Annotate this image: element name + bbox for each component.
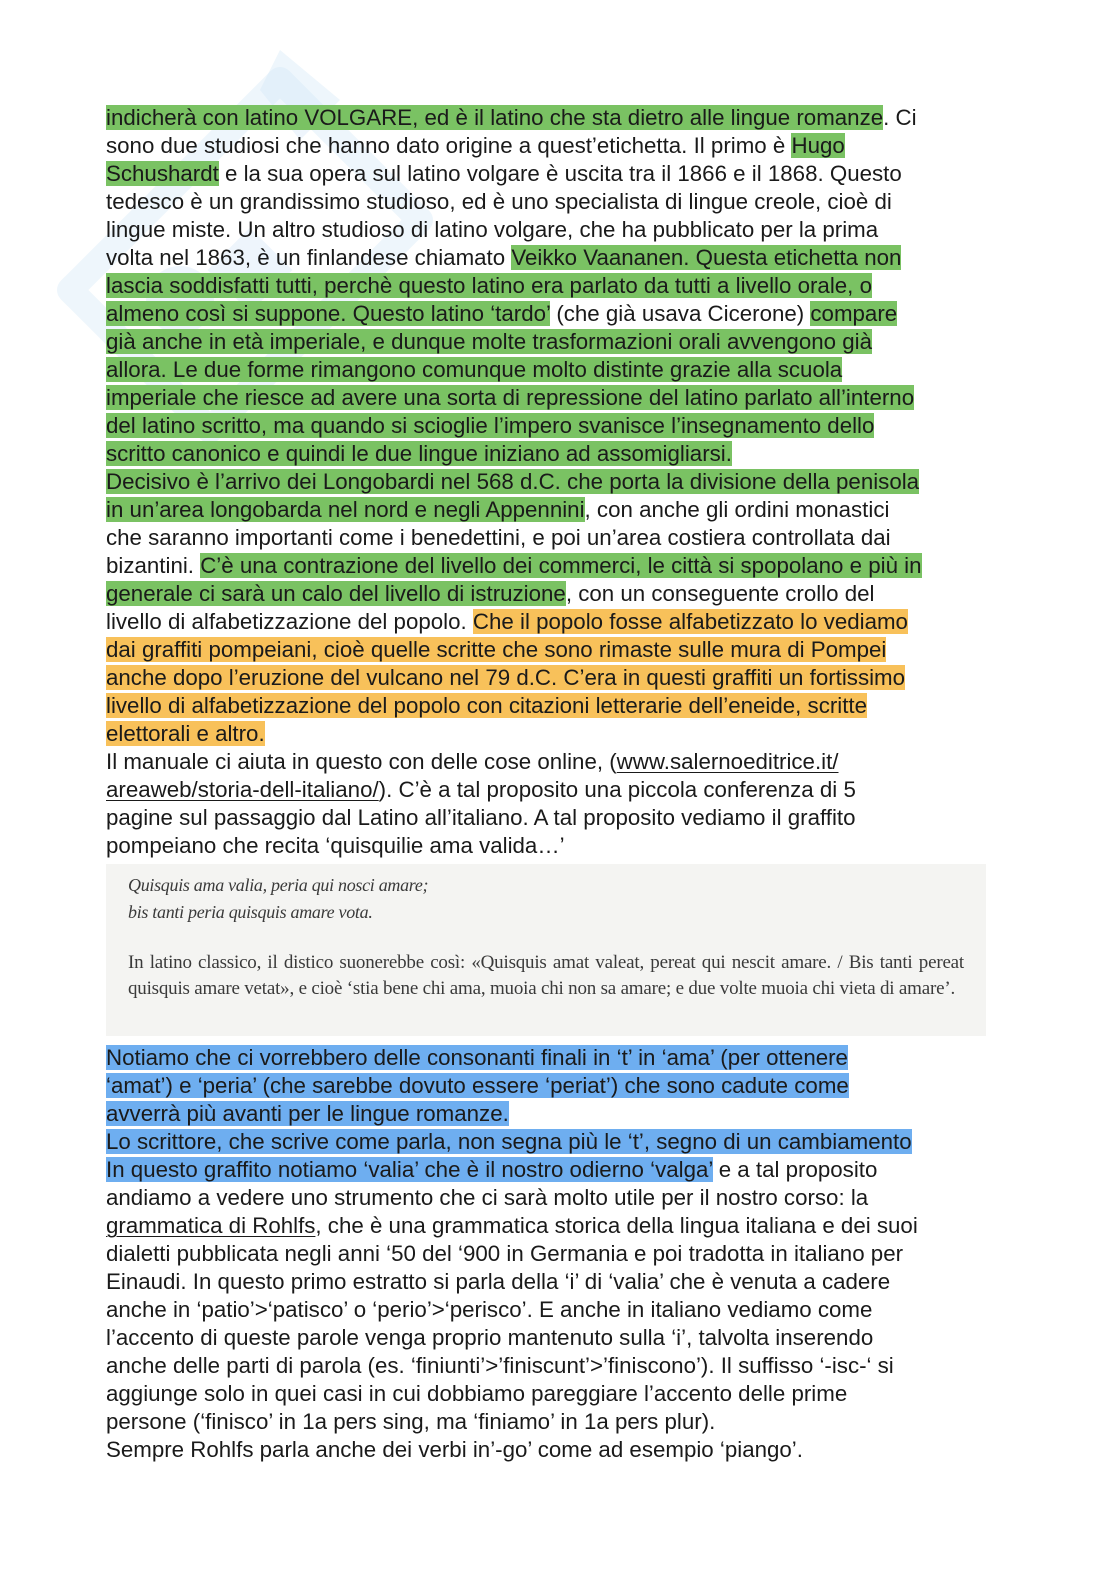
highlight-green: del latino scritto, ma quando si scioglie l’impero svanisce l’insegnamento dello (106, 413, 875, 438)
text-line (106, 1100, 1006, 1128)
highlight-blue: Notiamo che ci vorrebbero delle consonanti finali in ‘t’ in ‘ama’ (per ottenere (106, 1045, 848, 1070)
highlight-green: Hugo (791, 133, 845, 158)
text-line (106, 720, 1006, 748)
text-line (106, 468, 1006, 496)
highlight-blue: avverrà più avanti per le lingue romanze. (106, 1101, 509, 1126)
highlight-green: indicherà con latino VOLGARE, ed è il latino che sta dietro alle lingue romanze (106, 105, 884, 130)
highlight-green: generale ci sarà un calo del livello di istruzione (106, 581, 566, 606)
highlight-green: lascia soddisfatti tutti, perchè questo latino era parlato da tutti a livello orale, o (106, 273, 872, 298)
text-line (106, 1128, 1006, 1156)
highlight-green: Schushardt (106, 161, 219, 186)
paragraph-verbi-go (106, 1436, 1006, 1464)
paragraph-manuale (106, 748, 1006, 860)
highlight-green: in un’area longobarda nel nord e negli Appennini (106, 497, 585, 522)
text-line (106, 384, 1006, 412)
text-line: almeno così si suppone. Questo latino ‘tardo’ (che già usava Cicerone) compare (106, 301, 898, 326)
highlight-orange: Che il popolo fosse alfabetizzato lo vediamo (472, 609, 908, 634)
text-line: sono due studiosi che hanno dato origine a quest’etichetta. Il primo è Hugo (106, 133, 845, 158)
highlight-orange: dai graffiti pompeiani, cioè quelle scritte che sono rimaste sulle mura di Pompei (106, 637, 887, 662)
text-line (106, 1044, 1006, 1072)
salerno-link-continued[interactable]: areaweb/storia-dell-italiano/ (106, 777, 379, 802)
text-line (106, 664, 1006, 692)
paragraph-consonanti-finali (106, 1044, 1006, 1128)
text-line (106, 1072, 1006, 1100)
text-line: dialetti pubblicata negli anni ‘50 del ‘900 in Germania e poi tradotta in italiano per (106, 1241, 904, 1266)
highlight-orange: elettorali e altro. (106, 721, 265, 746)
text-line (106, 692, 1006, 720)
highlight-green: almeno così si suppone. Questo latino ‘tardo’ (106, 301, 551, 326)
highlight-orange: anche dopo l’eruzione del vulcano nel 79 d.C. C’era in questi graffiti un fortissimo (106, 665, 906, 690)
verse-line: Quisquis ama valia, peria qui nosci amare; (128, 875, 429, 895)
text-line: aggiunge solo in quei casi in cui dobbiamo pareggiare l’accento delle prime (106, 1381, 848, 1406)
highlight-green: Decisivo è l’arrivo dei Longobardi nel 568 d.C. che porta la divisione della penisola (106, 469, 920, 494)
text-line: Sempre Rohlfs parla anche dei verbi in’-go’ come ad esempio ‘piango’. (106, 1437, 803, 1462)
text-line: l’accento di queste parole venga proprio mantenuto sulla ‘i’, talvolta inserendo (106, 1325, 874, 1350)
paragraph-rohlfs (106, 1128, 1006, 1436)
text-line: volta nel 1863, è un finlandese chiamato Veikko Vaananen. Questa etichetta non (106, 245, 902, 270)
text-line: tedesco è un grandissimo studioso, ed è uno specialista di lingue creole, cioè di (106, 189, 892, 214)
highlight-green: C’è una contrazione del livello dei commerci, le città si spopolano e più in (200, 553, 922, 578)
text-line: anche in ‘patio’>‘patisco’ o ‘perio’>‘perisco’. E anche in italiano vediamo come (106, 1297, 873, 1322)
text-line: anche delle parti di parola (es. ‘finiunti’>’finiscunt’>’finiscono’). Il suffisso ‘-isc-‘ si (106, 1353, 894, 1378)
text-line: persone (‘finisco’ in 1a pers sing, ma ‘finiamo’ in 1a pers plur). (106, 1409, 716, 1434)
text-line: Il manuale ci aiuta in questo con delle cose online, (www.salernoeditrice.it/ (106, 749, 839, 774)
document-page (106, 104, 1006, 1464)
text-line (106, 440, 1006, 468)
text-line: in un’area longobarda nel nord e negli Appennini, con anche gli ordini monastici (106, 497, 890, 522)
text-line: pompeiano che recita ‘quisquilie ama valida…’ (106, 833, 565, 858)
highlight-green: imperiale che riesce ad avere una sorta di repressione del latino parlato all’interno (106, 385, 915, 410)
text-line: andiamo a vedere uno strumento che ci sarà molto utile per il nostro corso: la (106, 1185, 869, 1210)
text-line: bizantini. C’è una contrazione del livello dei commerci, le città si spopolano e più in (106, 553, 922, 578)
text-line: areaweb/storia-dell-italiano/). C’è a tal proposito una piccola conferenza di 5 (106, 777, 856, 802)
text-line (106, 356, 1006, 384)
graffito-verse (128, 872, 428, 926)
paragraph-longobardi (106, 468, 1006, 748)
paragraph-latino-volgare (106, 104, 1006, 468)
text-line: lingue miste. Un altro studioso di latino volgare, che ha pubblicato per la prima (106, 217, 879, 242)
salerno-link[interactable]: www.salernoeditrice.it/ (616, 749, 839, 774)
text-line: pagine sul passaggio dal Latino all’italiano. A tal proposito vediamo il graffito (106, 805, 856, 830)
text-line (106, 636, 1006, 664)
highlight-blue: ‘amat’) e ‘peria’ (che sarebbe dovuto essere ‘periat’) che sono cadute come (106, 1073, 849, 1098)
text-line (106, 272, 1006, 300)
highlight-blue: In questo graffito notiamo ‘valia’ che è il nostro odierno ‘valga’ (106, 1157, 713, 1182)
text-line: indicherà con latino VOLGARE, ed è il latino che sta dietro alle lingue romanze. Ci (106, 105, 917, 130)
graffito-translation-note: In latino classico, il distico suonerebbe così: «Quisquis amat valeat, pereat qui nescit amare. / Bis tanti pereat quisquis amare vetat», e cioè ‘stia bene chi ama, muoia chi non sa amare; e due volte muoia chi vieta di amare’. (128, 952, 964, 999)
highlight-green: scritto canonico e quindi le due lingue iniziano ad assomigliarsi. (106, 441, 732, 466)
text-line: Schushardt e la sua opera sul latino volgare è uscita tra il 1866 e il 1868. Questo (106, 161, 902, 186)
rohlfs-grammar-link[interactable]: grammatica di Rohlfs (106, 1213, 316, 1238)
highlight-green: compare (810, 301, 898, 326)
verse-line: bis tanti peria quisquis amare vota. (128, 902, 373, 922)
text-line: grammatica di Rohlfs, che è una grammatica storica della lingua italiana e dei suoi (106, 1213, 918, 1238)
text-line: livello di alfabetizzazione del popolo. Che il popolo fosse alfabetizzato lo vediamo (106, 609, 908, 634)
highlight-green: già anche in età imperiale, e dunque molte trasformazioni orali avvengono già (106, 329, 872, 354)
text-line: generale ci sarà un calo del livello di istruzione, con un conseguente crollo del (106, 581, 875, 606)
text-line: Einaudi. In questo primo estratto si parla della ‘i’ di ‘valia’ che è venuta a cadere (106, 1269, 891, 1294)
text-line: In questo graffito notiamo ‘valia’ che è il nostro odierno ‘valga’ e a tal proposito (106, 1157, 878, 1182)
highlight-orange: livello di alfabetizzazione del popolo con citazioni letterarie dell’eneide, scritte (106, 693, 868, 718)
highlight-green: Veikko Vaananen. Questa etichetta non (511, 245, 902, 270)
highlight-blue: Lo scrittore, che scrive come parla, non segna più le ‘t’, segno di un cambiamento (106, 1129, 912, 1154)
text-line (106, 328, 1006, 356)
graffito-quote-image (106, 864, 986, 1036)
text-line (106, 412, 1006, 440)
text-line: che saranno importanti come i benedettini, e poi un’area costiera controllata dai (106, 525, 891, 550)
highlight-green: allora. Le due forme rimangono comunque molto distinte grazie alla scuola (106, 357, 843, 382)
